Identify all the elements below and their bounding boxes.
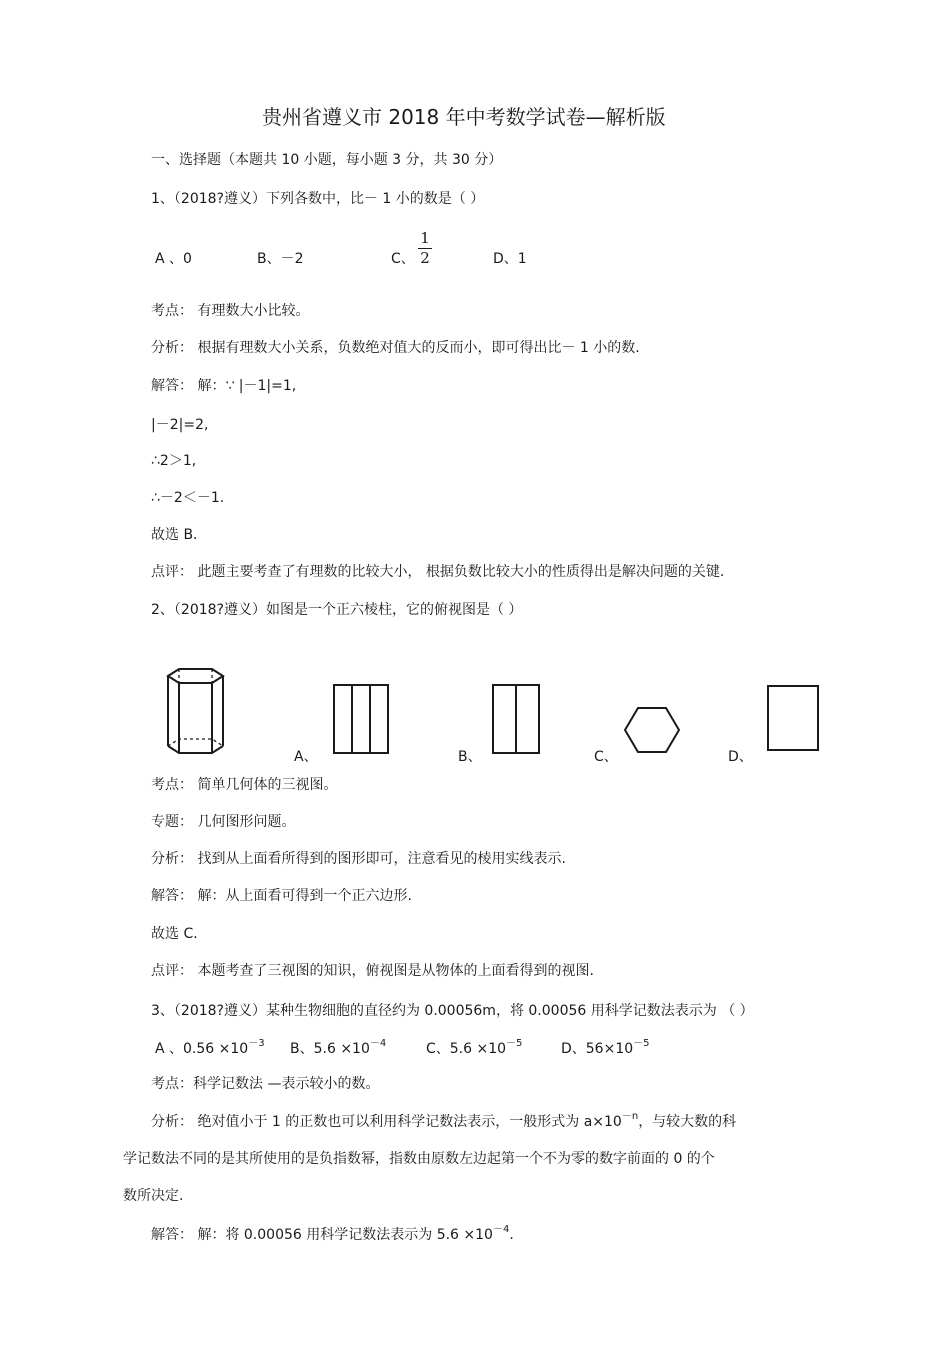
- q3-option-a-exponent: －3: [248, 1038, 265, 1049]
- q3-option-c-base: C、5.6 ×10: [426, 1041, 507, 1057]
- q2-kaodian: 考点： 简单几何体的三视图。: [151, 777, 338, 793]
- q3-option-b-base: B、5.6 ×10: [290, 1041, 370, 1057]
- section-heading: 一、选择题（本题共 10 小题，每小题 3 分，共 30 分）: [151, 152, 503, 168]
- q1-option-c-fraction: [418, 231, 432, 266]
- q1-answer: 故选 B．: [151, 527, 208, 543]
- option-c-hexagon: [624, 706, 680, 754]
- q2-label-d: D、: [728, 749, 753, 765]
- q2-jieda: 解答： 解：从上面看可得到一个正六边形.: [151, 888, 412, 904]
- q3-option-a-base: A 、0.56 ×10: [155, 1041, 249, 1057]
- q3-stem: 3、（2018?遵义）某种生物细胞的直径约为 0.00056m，将 0.00056 用科学记数法表示为 （ ）: [151, 1003, 754, 1019]
- page-title: 贵州省遵义市 2018 年中考数学试卷—解析版: [262, 105, 666, 129]
- q1-step-1: |－2|=2,: [151, 417, 209, 433]
- q2-answer: 故选 C．: [151, 926, 208, 942]
- q3-fenxi: [151, 1113, 736, 1133]
- q1-step-2: ∴2＞1,: [151, 453, 197, 469]
- q2-label-a: A、: [294, 749, 318, 765]
- q1-dianping: 点评： 此题主要考查了有理数的比较大小， 根据负数比较大小的性质得出是解决问题的关键.: [151, 564, 725, 580]
- q1-option-d: D、1: [493, 251, 527, 267]
- q1-step-3: ∴－2＜－1.: [151, 490, 225, 506]
- q1-option-a: A 、0: [155, 251, 192, 267]
- q3-jieda: [151, 1226, 514, 1246]
- q2-stem: 2、（2018?遵义）如图是一个正六棱柱，它的俯视图是（ ）: [151, 602, 523, 618]
- option-a-three-column-rectangle: [333, 684, 389, 754]
- q2-label-c: C、: [594, 749, 618, 765]
- q3-fenxi-part-2: ，与较大数的科: [638, 1114, 737, 1130]
- q3-option-d-exponent: －5: [633, 1038, 650, 1049]
- q3-option-b-exponent: －4: [369, 1038, 387, 1049]
- q3-jieda-exponent: －4: [492, 1224, 510, 1235]
- option-b-two-column-rectangle: [492, 684, 540, 754]
- fraction-denominator: 2: [420, 249, 430, 267]
- q1-option-c: C、: [391, 251, 415, 267]
- q2-zhuanti: 专题： 几何图形问题。: [151, 814, 296, 830]
- option-d-rectangle: [767, 685, 819, 751]
- q3-option-b: [290, 1040, 386, 1060]
- fraction-numerator: 1: [420, 229, 430, 247]
- q1-fenxi: 分析： 根据有理数大小关系，负数绝对值大的反而小，即可得出比－ 1 小的数.: [151, 340, 640, 356]
- q3-jieda-base: 解答： 解：将 0.00056 用科学记数法表示为 5.6 ×10: [151, 1227, 493, 1243]
- q3-fenxi-line-3: 数所决定.: [123, 1188, 184, 1204]
- q1-option-b: B、－2: [257, 251, 304, 267]
- q3-fenxi-exponent: －n: [621, 1111, 639, 1122]
- q3-fenxi-line-2: 学记数法不同的是其所使用的是负指数幂，指数由原数左边起第一个不为零的数字前面的 0 的个: [123, 1151, 715, 1167]
- q3-option-c: [426, 1040, 522, 1060]
- q3-option-a: [155, 1040, 265, 1060]
- q3-option-d-base: D、56×10: [561, 1041, 634, 1057]
- q3-option-d: [561, 1040, 650, 1060]
- q2-fenxi: 分析： 找到从上面看所得到的图形即可，注意看见的棱用实线表示.: [151, 851, 566, 867]
- q1-stem: 1、（2018?遵义）下列各数中，比－ 1 小的数是（ ）: [151, 191, 485, 207]
- hexagonal-prism-figure: [160, 668, 230, 758]
- q3-jieda-end: .: [509, 1227, 514, 1243]
- q1-jieda: 解答： 解：∵ |－1|=1,: [151, 378, 297, 394]
- q1-kaodian: 考点： 有理数大小比较。: [151, 303, 310, 319]
- q3-kaodian: 考点：科学记数法 —表示较小的数。: [151, 1076, 380, 1092]
- q2-dianping: 点评： 本题考查了三视图的知识，俯视图是从物体的上面看得到的视图.: [151, 963, 594, 979]
- q3-option-c-exponent: －5: [506, 1038, 523, 1049]
- q3-fenxi-part-1: 分析： 绝对值小于 1 的正数也可以利用科学记数法表示，一般形式为 a×10: [151, 1114, 622, 1130]
- q2-label-b: B、: [458, 749, 482, 765]
